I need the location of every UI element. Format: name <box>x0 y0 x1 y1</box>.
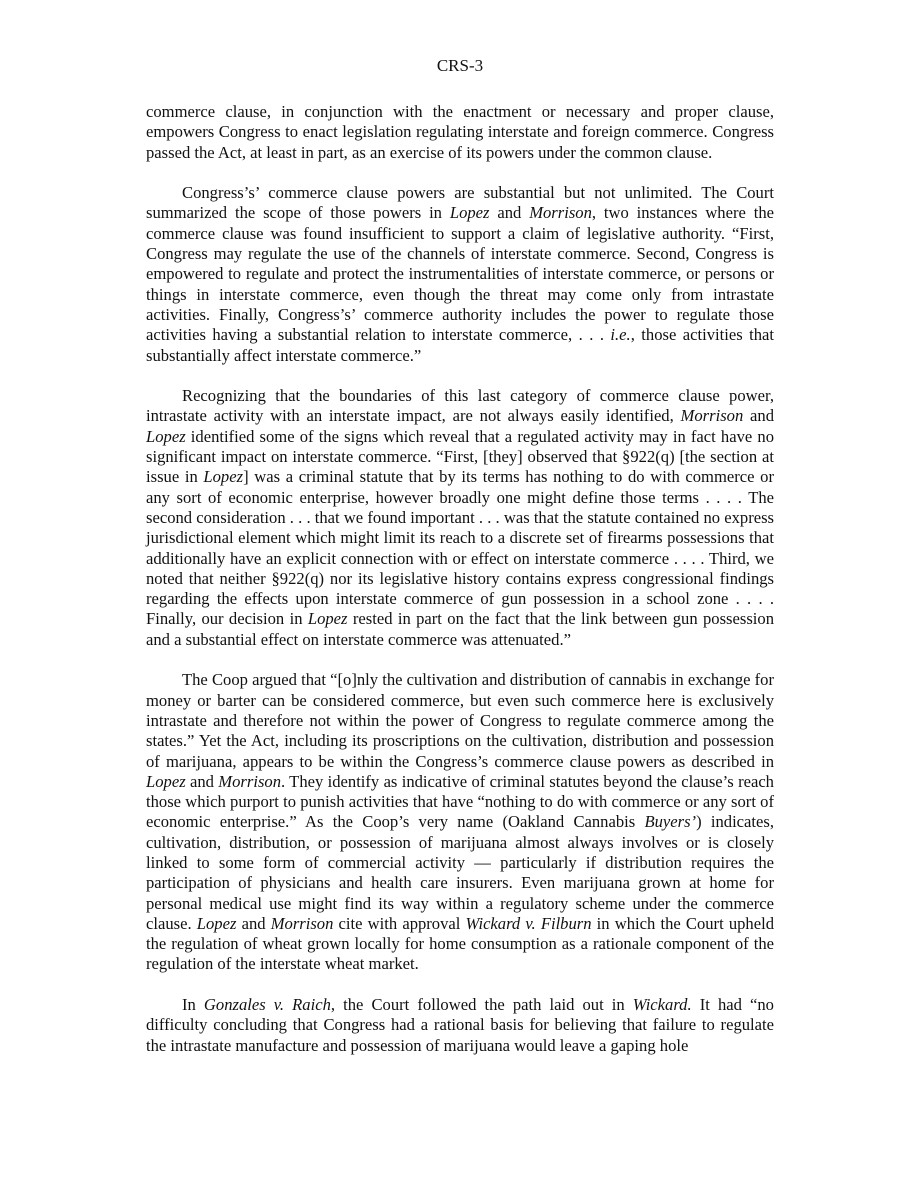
italic-text: Lopez <box>146 771 186 791</box>
text-run: and <box>743 406 774 426</box>
text-run: and <box>185 771 219 791</box>
text-run: commerce clause, in conjunction with the enactment or necessary and proper clause, empowers Congress to enact legislation regulating interstate and foreign commerce. Congress passed the Act, at least in part, as an exercise of its powers under the common clause. <box>146 102 774 162</box>
italic-text: Morrison <box>529 203 592 223</box>
text-run: Congress’s’ commerce clause powers are substantial but not unlimited. The Court summarized the scope of those powers in <box>146 183 774 223</box>
italic-text: Lopez <box>203 467 244 487</box>
paragraph-2 <box>146 183 774 366</box>
text-run: It had “no difficulty concluding that Congress had a rational basis for believing that failure to regulate the intrastate manufacture and possession of marijuana would leave a gaping hole <box>146 995 774 1055</box>
italic-text: Wickard v. Filburn <box>465 913 592 933</box>
italic-text: Lopez <box>449 203 490 223</box>
paragraph-4 <box>146 670 774 974</box>
italic-text: Lopez <box>146 426 186 446</box>
text-run: rested in part on the fact that the link between gun possession and a substantial effect on interstate commerce was attenuated.” <box>146 609 774 649</box>
italic-text: Buyers’ <box>644 812 697 832</box>
text-run: ] was a criminal statute that by its terms has nothing to do with commerce or any sort of economic enterprise, however broadly one might define those terms . . . . The second consideration . . . that we found important . . . was that the statute contained no express jurisdictional element which might limit its reach to a discrete set of firearms possessions that additionally have an explicit connection with or effect on interstate commerce . . . . Third, we noted that neither §922(q) nor its legislative history contains express congressional findings regarding the effects upon interstate commerce of gun possession in a school zone . . . . Finally, our decision in <box>146 467 774 629</box>
text-run: In <box>182 995 204 1015</box>
italic-text: Gonzales v. Raich <box>203 995 331 1015</box>
paragraph-1 <box>146 102 774 163</box>
italic-text: Lopez <box>196 913 237 933</box>
text-run: in which the Court upheld the regulation of wheat grown locally for home consumption as a rationale component of the regulation of the interstate wheat market. <box>146 913 774 974</box>
text-run: cite with approval <box>333 913 466 933</box>
text-run: and <box>489 203 530 223</box>
text-run: ) indicates, cultivation, distribution, or possession of marijuana almost always involves or is closely linked to some form of commercial activity — particularly if distribution requires the participation of physicians and health care insurers. Even marijuana grown at home for personal medical use might find its way within a regulatory scheme under the commerce clause. <box>146 812 774 933</box>
italic-text: Wickard. <box>632 995 692 1015</box>
text-run: Recognizing that the boundaries of this last category of commerce clause power, intrastate activity with an interstate impact, are not always easily identified, <box>146 386 774 426</box>
italic-text: Morrison <box>680 406 744 426</box>
text-run: , those activities that substantially affect interstate commerce.” <box>146 325 775 365</box>
text-run: . They identify as indicative of criminal statutes beyond the clause’s reach those which purport to punish activities that have “nothing to do with commerce or any sort of economic enterprise.” As the Coop’s very name (Oakland Cannabis <box>146 771 774 832</box>
page-number: CRS-3 <box>436 56 484 75</box>
text-run: identified some of the signs which reveal that a regulated activity may in fact have no significant impact on interstate commerce. “First, [they] observed that §922(q) [the section at issue in <box>146 426 774 487</box>
text-run: and <box>236 913 271 933</box>
paragraph-5 <box>146 995 774 1056</box>
text-run: , the Court followed the path laid out in <box>330 995 633 1015</box>
text-run: The Coop argued that “[o]nly the cultivation and distribution of cannabis in exchange for money or barter can be considered commerce, but even such commerce here is exclusively intrastate and therefore not within the power of Congress to regulate commerce among the states.” Yet the Act, including its proscriptions on the cultivation, distribution and possession of marijuana, appears to be within the Congress’s commerce clause powers as described in <box>146 670 774 771</box>
italic-text: Lopez <box>307 609 348 629</box>
italic-text: i.e. <box>610 325 631 345</box>
italic-text: Morrison <box>218 771 281 791</box>
document-body <box>146 102 774 1056</box>
italic-text: Morrison <box>270 913 334 933</box>
text-run: , two instances where the commerce clause was found insufficient to support a claim of legislative authority. “First, Congress may regulate the use of the channels of interstate commerce. Second, Congress is empowered to regulate and protect the instrumentalities of interstate commerce, or persons or things in interstate commerce, even though the threat may come only from intrastate activities. Finally, Congress’s’ commerce authority includes the power to regulate those activities having a substantial relation to interstate commerce, . . . <box>146 203 774 345</box>
paragraph-3 <box>146 386 774 650</box>
